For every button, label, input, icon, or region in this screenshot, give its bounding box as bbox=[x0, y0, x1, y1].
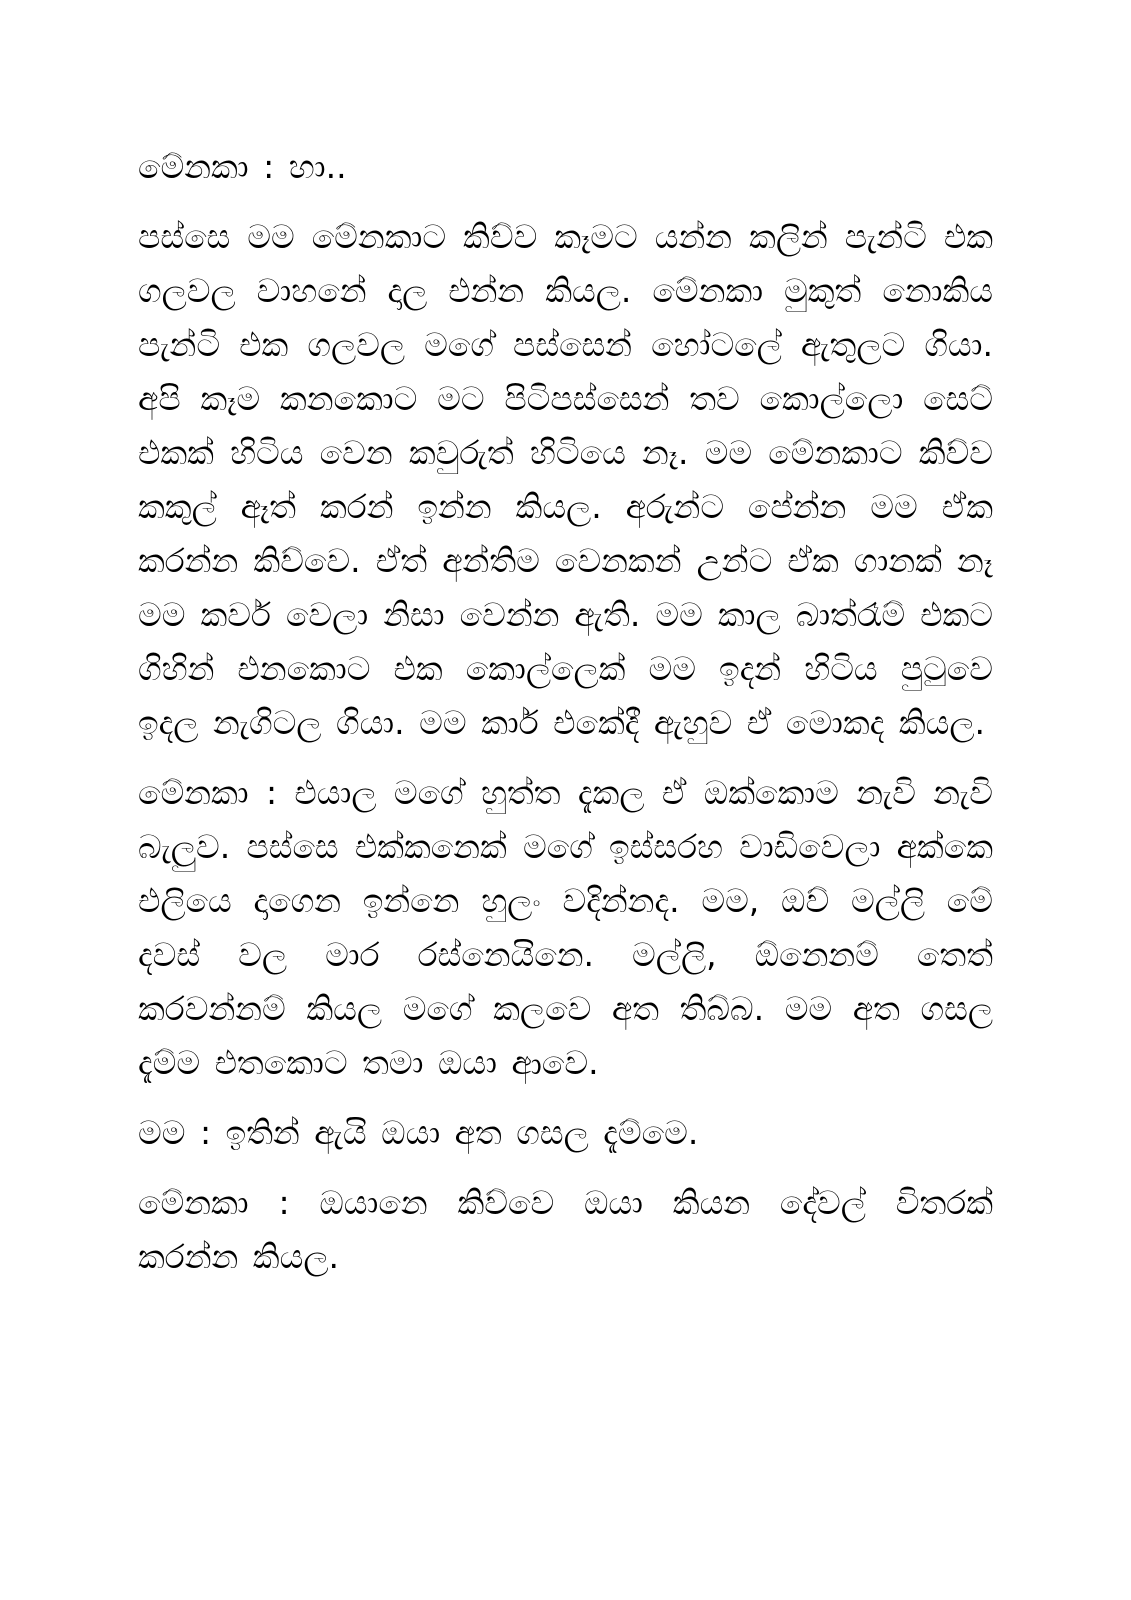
dialogue-line-narrator: මම : ඉතින් ඇයි ඔයා අත ගසල දැම්මෙ. bbox=[138, 1113, 699, 1152]
dialogue-paragraph-menaka-2: මේනකා : එයාල මගේ හුත්ත දැකල ඒ ඔක්කොම නැවි නැවි බැලුව. පස්සෙ එක්කනෙක් මගේ ඉස්සරහ වාඩිවෙලා අක්කෙ එලියෙ දාගෙන ඉන්නෙ හුලං වදින්නද. මම, ඔව් මල්ලි මේ දවස් වල මාර රස්නෙයිනෙ. මල්ලි, ඕනෙනම් තෙත් කරවන්නම් කියල මගේ කලවෙ අත තිබ්බ. මම අත ගසල දැම්ම එතකොට තමා ඔයා ආවෙ. bbox=[138, 773, 993, 1082]
document-body-text bbox=[138, 140, 993, 1284]
dialogue-line-menaka-1: මේනකා : හා.. bbox=[138, 147, 347, 186]
dialogue-paragraph-menaka-3: මේනකා : ඔයානෙ කිව්වෙ ඔයා කියන දේවල් විතරක් කරන්න කියල. bbox=[138, 1183, 993, 1276]
narrative-paragraph: පස්සෙ මම මේනකාට කිව්ව කෑමට යන්න කලින් පැන්ටි එක ගලවල වාහනේ දාල එන්න කියල. මේනකා මුකුත් නොකිය පැන්ටි එක ගලවල මගේ පස්සෙන් හෝටලේ ඇතුලට ගියා. අපි කෑම කනකොට මට පිටිපස්සෙන් තව කොල්ලො සෙට් එකක් හිටිය වෙන කවුරුත් හිටියෙ නෑ. මම මේනකාට කිව්ව කකුල් ඈත් කරන් ඉන්න කියල. අරුන්ට පේන්න මම ඒක කරන්න කිව්වෙ. ඒත් අන්තිම වෙනකන් උන්ට ඒක ගානක් නෑ මම කවර් වෙලා නිසා වෙන්න ඇති. මම කාල බාත්රෑම් එකට ගිහින් එනකොට එක කොල්ලෙක් මම ඉදන් හිටිය පුටුවෙ ඉදල නැගිටල ගියා. මම කාර් එකේදී ඇහුව ඒ මොකද කියල. bbox=[138, 217, 993, 742]
